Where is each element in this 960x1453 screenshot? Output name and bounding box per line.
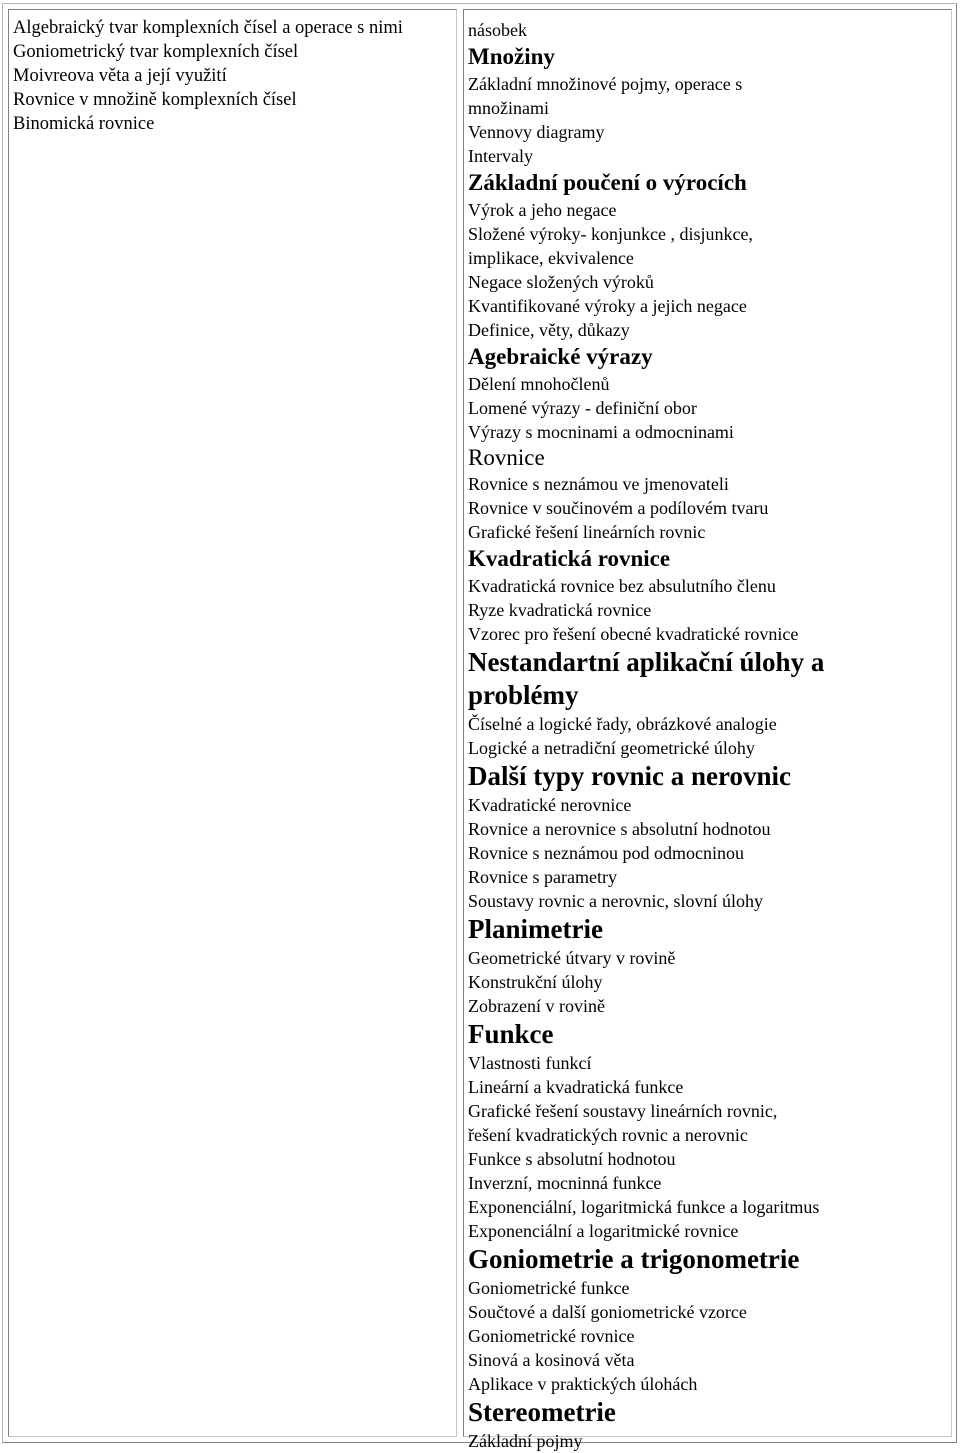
topic-line: Součtové a další goniometrické vzorce <box>468 1302 747 1322</box>
topic-line: Sinová a kosinová věta <box>468 1350 635 1370</box>
section-heading: problémy <box>468 680 579 710</box>
topic-line: Rovnice s parametry <box>468 867 617 887</box>
topic-line: Ryze kvadratická rovnice <box>468 600 652 620</box>
topic-line: Soustavy rovnic a nerovnic, slovní úlohy <box>468 891 763 911</box>
topic-line: Negace složených výroků <box>468 272 654 292</box>
section-heading: Nestandartní aplikační úlohy a <box>468 647 825 677</box>
topic-line: implikace, ekvivalence <box>468 248 634 268</box>
topic-line: Goniometrické rovnice <box>468 1326 635 1346</box>
topic-line: Zobrazení v rovině <box>468 996 605 1016</box>
topic-line: Vzorec pro řešení obecné kvadratické rovnice <box>468 624 799 644</box>
topic-line: Kvadratické nerovnice <box>468 795 632 815</box>
section-heading: Goniometrie a trigonometrie <box>468 1244 800 1274</box>
topic-line: Rovnice a nerovnice s absolutní hodnotou <box>468 819 771 839</box>
left-topic-line: Moivreova věta a její využití <box>13 66 227 86</box>
section-heading: Planimetrie <box>468 914 603 944</box>
topic-line: Inverzní, mocninná funkce <box>468 1173 662 1193</box>
topic-line: Vlastnosti funkcí <box>468 1053 592 1073</box>
topic-line: Výrazy s mocninami a odmocninami <box>468 422 734 442</box>
topic-line: Definice, věty, důkazy <box>468 320 630 340</box>
topic-line: Číselné a logické řady, obrázkové analogie <box>468 714 777 734</box>
topic-line: Goniometrické funkce <box>468 1278 630 1298</box>
section-heading: Základní poučení o výrocích <box>468 170 747 195</box>
topic-line: Grafické řešení lineárních rovnic <box>468 522 706 542</box>
left-topic-line: Algebraický tvar komplexních čísel a operace s nimi <box>13 18 403 38</box>
topic-line: Výrok a jeho negace <box>468 200 617 220</box>
topic-line: řešení kvadratických rovnic a nerovnic <box>468 1125 748 1145</box>
section-heading: Další typy rovnic a nerovnic <box>468 761 792 791</box>
topic-line: Základní množinové pojmy, operace s <box>468 74 743 94</box>
topic-line: Dělení mnohočlenů <box>468 374 610 394</box>
topic-line: Kvadratická rovnice bez absulutního členu <box>468 576 776 596</box>
left-column-cell <box>8 9 457 1437</box>
topic-line: Konstrukční úlohy <box>468 972 603 992</box>
topic-line: Rovnice v součinovém a podílovém tvaru <box>468 498 769 518</box>
topic-line: Exponenciální a logaritmické rovnice <box>468 1221 739 1241</box>
section-heading: Kvadratická rovnice <box>468 546 671 571</box>
topic-line: množinami <box>468 98 549 118</box>
topic-line: Vennovy diagramy <box>468 122 605 142</box>
topic-line: násobek <box>468 20 527 40</box>
left-topic-line: Goniometrický tvar komplexních čísel <box>13 42 299 62</box>
topic-line: Aplikace v praktických úlohách <box>468 1374 698 1394</box>
topic-line: Logické a netradiční geometrické úlohy <box>468 738 755 758</box>
topic-line: Kvantifikované výroky a jejich negace <box>468 296 747 316</box>
right-column-cell <box>463 9 952 1451</box>
topic-line: Funkce s absolutní hodnotou <box>468 1149 676 1169</box>
section-heading: Rovnice <box>468 445 545 470</box>
topic-line: Rovnice s neznámou pod odmocninou <box>468 843 744 863</box>
section-heading: Agebraické výrazy <box>468 344 653 369</box>
left-topic-line: Binomická rovnice <box>13 114 155 134</box>
section-heading: Funkce <box>468 1019 554 1049</box>
left-topic-line: Rovnice v množině komplexních čísel <box>13 90 297 110</box>
topic-line: Grafické řešení soustavy lineárních rovnic, <box>468 1101 778 1121</box>
curriculum-table <box>2 3 957 1451</box>
topic-line: Rovnice s neznámou ve jmenovateli <box>468 474 729 494</box>
section-heading: Množiny <box>468 44 555 69</box>
topic-line: Geometrické útvary v rovině <box>468 948 676 968</box>
section-heading: Stereometrie <box>468 1397 616 1427</box>
topic-line: Složené výroky- konjunkce , disjunkce, <box>468 224 753 244</box>
topic-line: Základní pojmy <box>468 1431 583 1451</box>
topic-line: Exponenciální, logaritmická funkce a logaritmus <box>468 1197 820 1217</box>
topic-line: Lineární a kvadratická funkce <box>468 1077 684 1097</box>
topic-line: Lomené výrazy - definiční obor <box>468 398 697 418</box>
topic-line: Intervaly <box>468 146 533 166</box>
